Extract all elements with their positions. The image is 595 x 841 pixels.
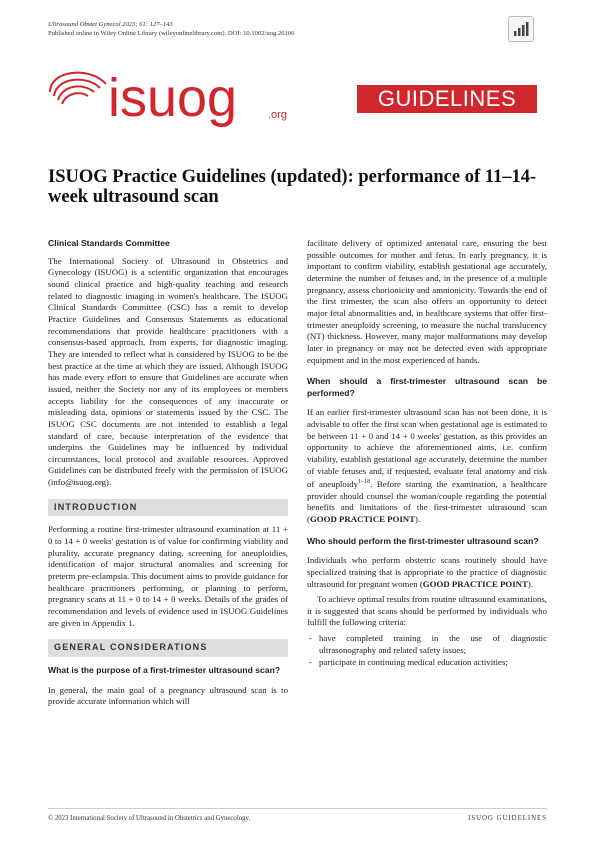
criteria-list — [307, 633, 547, 669]
when-text-3: ). — [415, 514, 421, 525]
purpose-question: What is the purpose of a first-trimester ultrasound scan? — [48, 665, 281, 675]
who-criteria-intro: To achieve optimal results from routine ultrasound examinations, it is suggested that scans should be performed by individuals who fulfill the following criteria: — [307, 594, 547, 628]
introduction-text: Performing a routine first-trimester ultrasound examination at 11 + 0 to 14 + 0 weeks' gestation is of value for confirming viability and plurality, accurate pregnancy dating, screening for aneuploidies, identification of major structural anomalies and screening for preterm pre-eclampsia. This document aims to provide guidance for healthcare practitioners performing, or planning to perform, pregnancy scans at 11 + 0 to 14 + 0 weeks. Details of the grades of recommendation and levels of evidence used in ISUOG Guidelines are given in Appendix 1. — [48, 524, 288, 628]
logo-suffix: .org — [268, 109, 287, 121]
intro-paragraph: The International Society of Ultrasound in Obstetrics and Gynecology (ISUOG) is a scientific organization that encourages sound clinical practice and high-quality teaching and research related to diagnostic imaging in women's healthcare. The ISUOG Clinical Standards Committee (CSC) has a remit to develop Practice Guidelines and Consensus Statements as educational recommendations that provide healthcare practitioners with a consensus-based approach, from experts, for diagnostic imaging. They are intended to reflect what is considered by ISUOG to be the best practice at the time at which they are issued. Although ISUOG has made every effort to ensure that Guidelines are accurate when issued, neither the Society nor any of its employees or members accepts liability for the consequences of any inaccurate or misleading data, opinions or statements issued by the CSC. The ISUOG CSC documents are not intended to establish a legal standard of care, because interpretation of the evidence that underpins the Guidelines may be influenced by individual circumstances, local protocol and available resources. Approved Guidelines can be distributed freely with the permission of ISUOG (info@isuog.org). — [48, 255, 288, 488]
purpose-continuation: facilitate delivery of optimized antenatal care, ensuring the best possible outcomes for mother and fetus. In early pregnancy, it is important to confirm viability, establish gestational age accurately, determine the number of fetuses and, in the presence of a multiple pregnancy, assess chorionicity and amnionicity. Towards the end of the first trimester, the scan also offers an opportunity to detect major fetal abnormalities and, in healthcare systems that offer first-trimester aneuploidy screening, to measure the nuchal translucency (NT) thickness. However, many major malformations may develop later in pregnancy or may not be detected even with appropriate equipment and in the most experienced of hands. — [307, 238, 547, 365]
guidelines-banner: GUIDELINES — [357, 85, 537, 113]
list-item: - participate in continuing medical education activities; — [307, 657, 547, 669]
logo-brand: isuog — [108, 68, 238, 128]
section-introduction: INTRODUCTION — [48, 499, 288, 517]
who-text-1: Individuals who perform obstetric scans routinely should have specialized training that is appropriate to the practice of diagnostic ultrasound for pregnant women ( — [307, 555, 547, 589]
left-column — [48, 238, 288, 712]
doi-line: Published online in Wiley Online Library (wileyonlinelibrary.com). DOI: 10.1002/uog.26106 — [48, 30, 295, 37]
when-question: When should a first-trimester ultrasound scan be performed? — [307, 376, 547, 398]
who-text-2: ). — [527, 578, 534, 589]
who-question: Who should perform the first-trimester ultrasound scan? — [307, 535, 539, 546]
journal-citation: Ultrasound Obstet Gynecol 2023; 61: 127–143 — [48, 21, 173, 28]
when-text-1: If an earlier first-trimester ultrasound scan has not been done, it is advisable to offer the first scan when gestational age is estimated to be between 11 + 0 and 14 + 0 weeks' gestation, as this provides an opportunity to achieve the aforementioned aims, i.e. confirm viability, establish gestational age accurately, determine the number of viable fetuses and, if requested, evaluate fetal anatomy and risk of aneuploidy — [307, 407, 547, 490]
isuog-logo — [46, 60, 316, 130]
right-column — [307, 238, 547, 670]
footer-copyright: © 2023 International Society of Ultrasound in Obstetrics and Gynecology. — [48, 815, 251, 822]
who-text — [307, 555, 547, 590]
article-title: ISUOG Practice Guidelines (updated): performance of 11–14-week ultrasound scan — [48, 167, 537, 207]
metrics-badge-icon[interactable] — [508, 16, 534, 42]
section-general-considerations: GENERAL CONSIDERATIONS — [48, 639, 288, 657]
who-grade: GOOD PRACTICE POINT — [422, 578, 528, 589]
purpose-text: In general, the main goal of a pregnancy ultrasound scan is to provide accurate information which will — [48, 684, 288, 707]
journal-header — [48, 20, 294, 38]
footer-running-title: ISUOG GUIDELINES — [468, 815, 547, 822]
when-grade: GOOD PRACTICE POINT — [309, 514, 416, 525]
when-text — [307, 407, 547, 525]
committee-name: Clinical Standards Committee — [48, 238, 170, 248]
list-item: - have completed training in the use of diagnostic ultrasonography and related safety issues; — [307, 633, 547, 656]
footer-divider — [48, 808, 547, 809]
when-text-2: . Before starting the examination, a healthcare provider should counsel the woman/couple regarding the potential benefits and limitations of the first-trimester ultrasound scan ( — [307, 479, 547, 525]
when-reference[interactable]: 1–18 — [358, 479, 371, 486]
